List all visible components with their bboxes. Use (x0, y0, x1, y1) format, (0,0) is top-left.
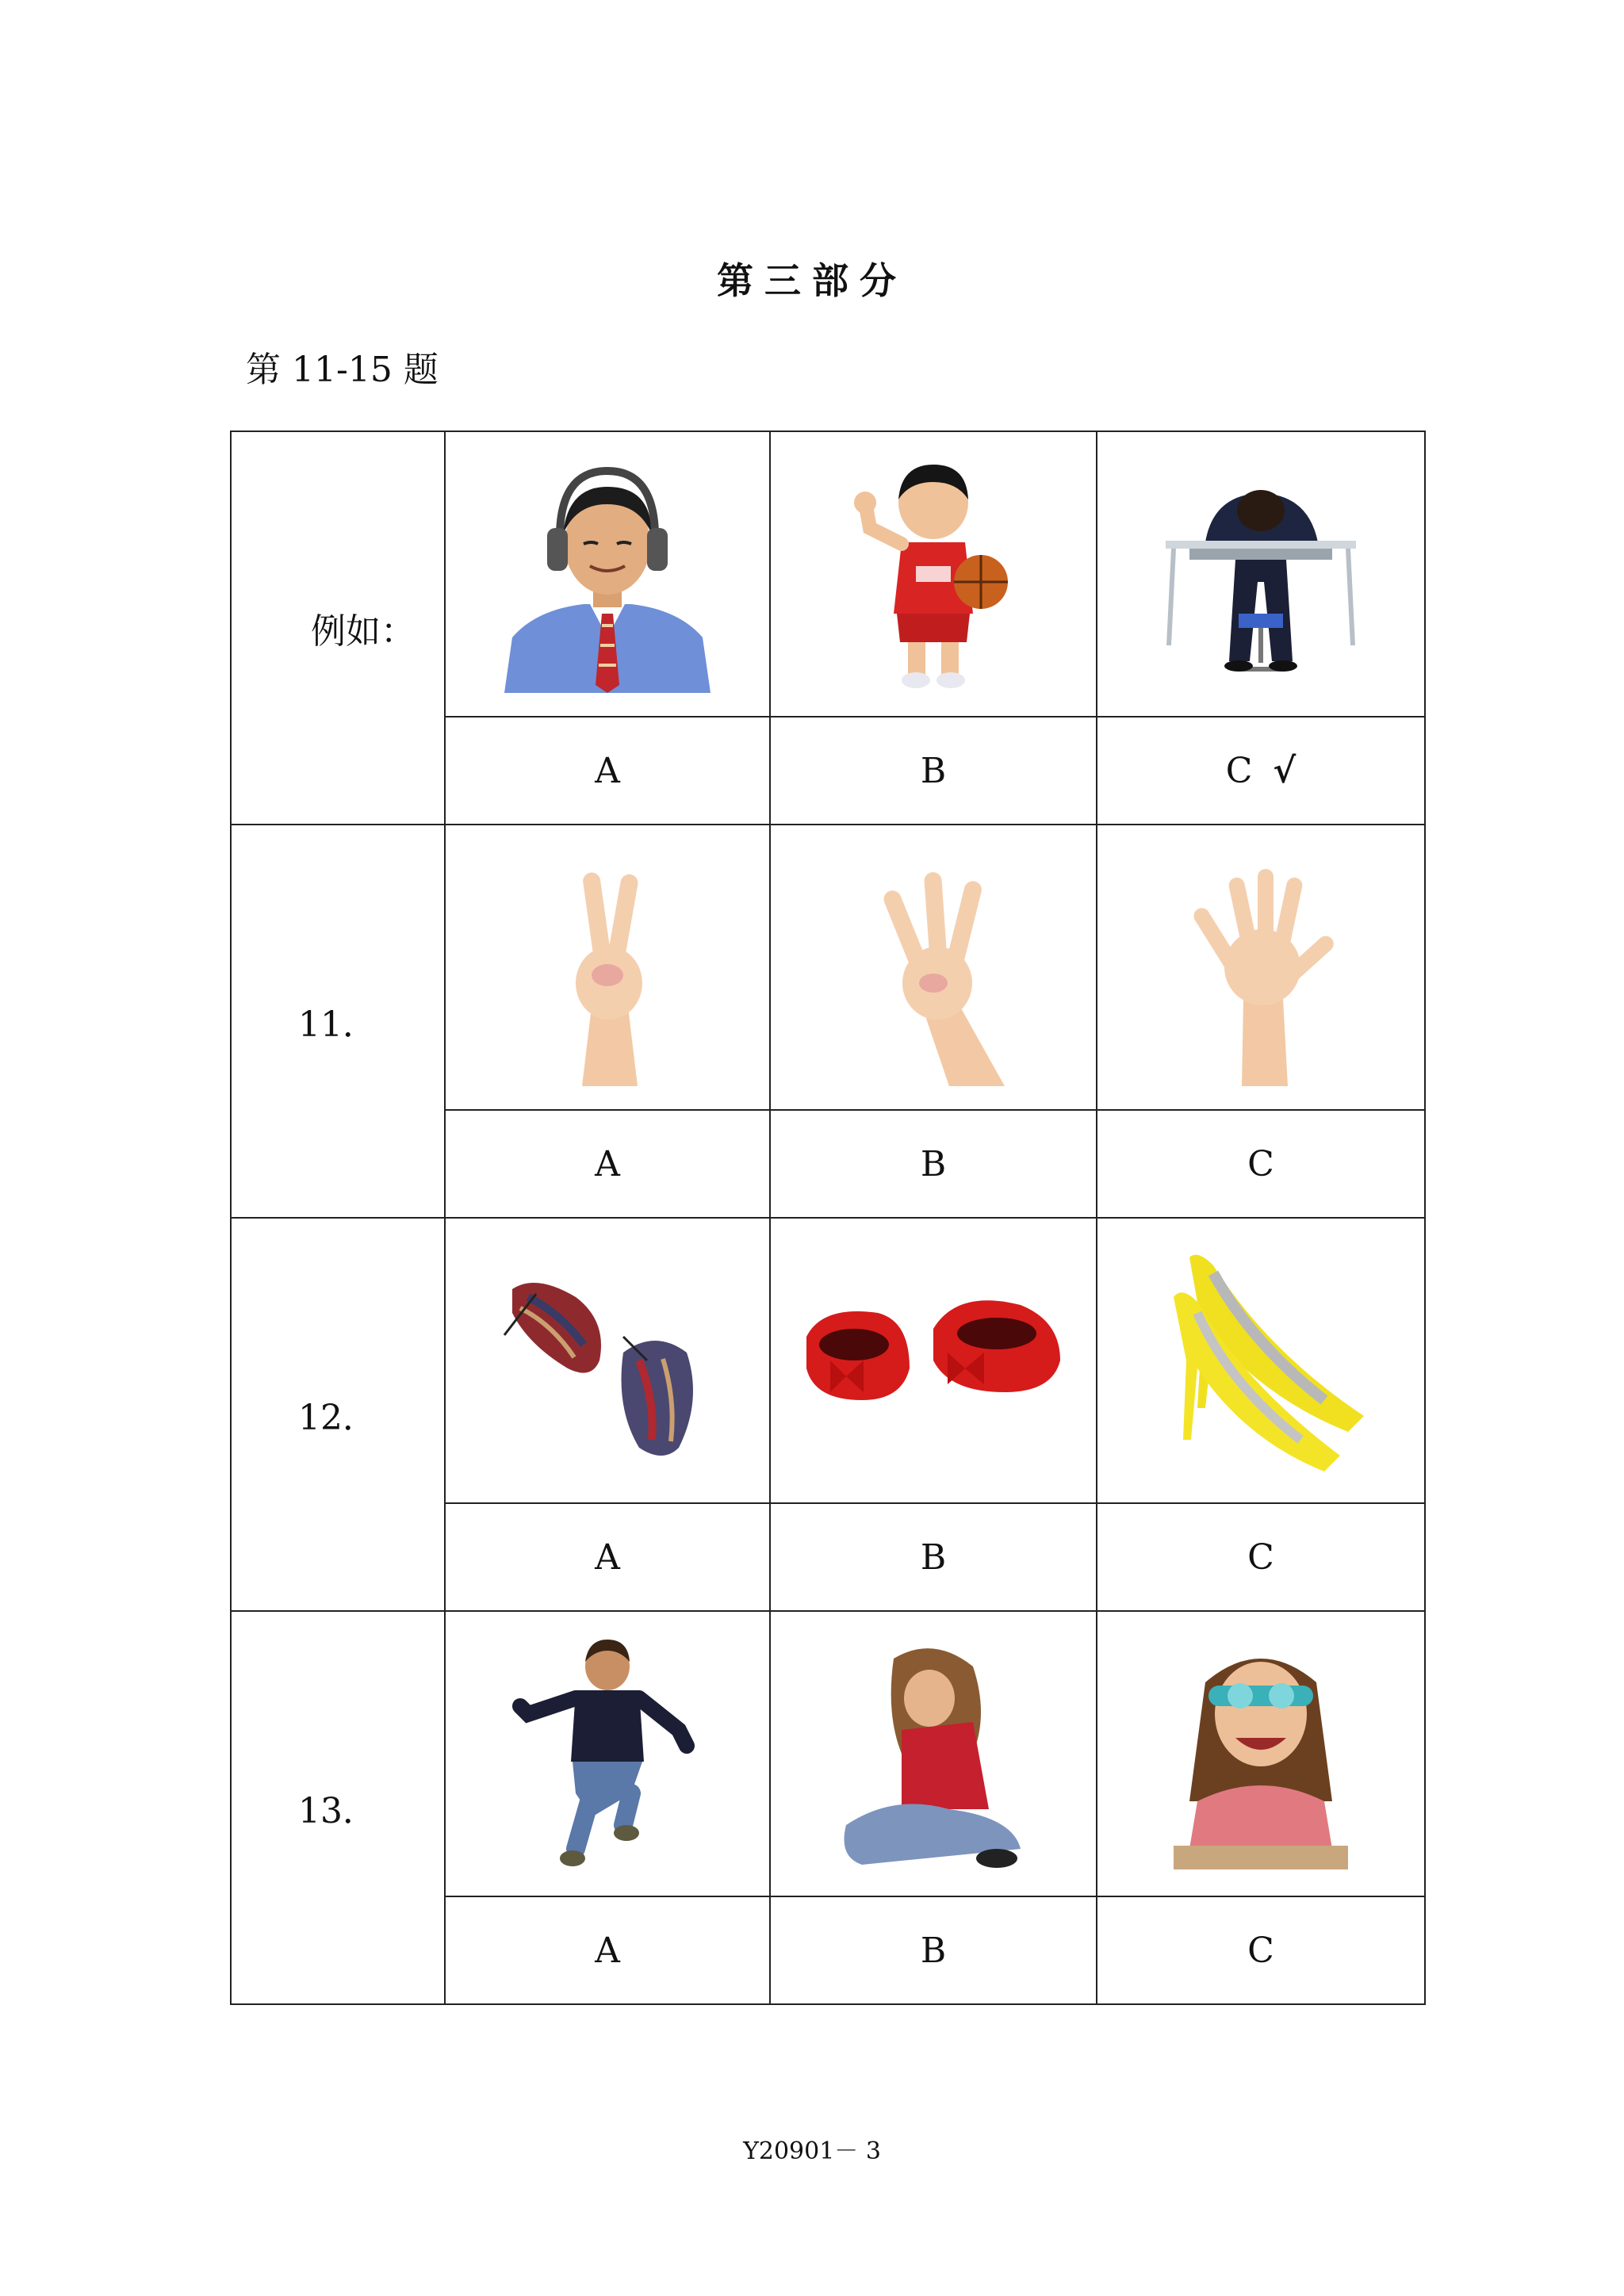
example-label: 例如： (231, 431, 445, 825)
hand-three-fingers-image (814, 848, 1052, 1086)
option-image (1097, 825, 1425, 1110)
option-letter: A (445, 1503, 770, 1611)
option-letter: B (770, 1896, 1097, 2004)
question-12-image-row (231, 1218, 1425, 1503)
question-11-image-row (231, 825, 1425, 1110)
option-letter: B (770, 1503, 1097, 1611)
option-letter: B (770, 1110, 1097, 1218)
option-image (770, 431, 1097, 717)
page-footer: Y20901－ 3 (743, 2137, 881, 2165)
option-image (1097, 1611, 1425, 1896)
bowling-shoes-image (488, 1242, 726, 1479)
question-11-label: 11． (231, 825, 445, 1218)
boy-jumping-image (488, 1635, 726, 1873)
option-image (445, 1218, 770, 1503)
checkmark-icon: √ (1273, 750, 1297, 791)
option-image (445, 825, 770, 1110)
option-letter (445, 717, 770, 825)
question-range: 第 11-15 题 (246, 350, 439, 390)
option-image (770, 1611, 1097, 1896)
option-letter-text: A (595, 750, 620, 791)
option-letter-text: B (920, 750, 947, 791)
option-image (445, 431, 770, 717)
hand-two-fingers-image (488, 848, 726, 1086)
option-letter-text: C (1225, 750, 1253, 791)
option-image (1097, 1218, 1425, 1503)
boy-thumbs-up-basketball-image (814, 455, 1052, 693)
option-letter: A (445, 1896, 770, 2004)
red-bow-shoes-image (791, 1242, 1076, 1479)
option-letter: A (445, 1110, 770, 1218)
girl-sitting-sad-image (814, 1635, 1052, 1873)
option-letter: C (1097, 1896, 1425, 2004)
option-letter (1097, 717, 1425, 825)
man-asleep-on-desk-image (1142, 455, 1380, 693)
hand-five-fingers-image (1142, 848, 1380, 1086)
girl-with-goggles-image (1142, 1635, 1380, 1873)
option-letter (770, 717, 1097, 825)
question-12-label: 12． (231, 1218, 445, 1611)
question-13-image-row (231, 1611, 1425, 1896)
option-image (770, 825, 1097, 1110)
option-letter: C (1097, 1503, 1425, 1611)
section-title: 第三部分 (717, 259, 907, 302)
option-image (1097, 431, 1425, 717)
example-image-row (231, 431, 1425, 717)
yellow-high-heels-image (1142, 1242, 1380, 1479)
option-image (445, 1611, 770, 1896)
option-image (770, 1218, 1097, 1503)
option-letter: C (1097, 1110, 1425, 1218)
question-13-label: 13． (231, 1611, 445, 2004)
question-table (230, 430, 1426, 2005)
man-with-headphones-image (488, 455, 726, 693)
